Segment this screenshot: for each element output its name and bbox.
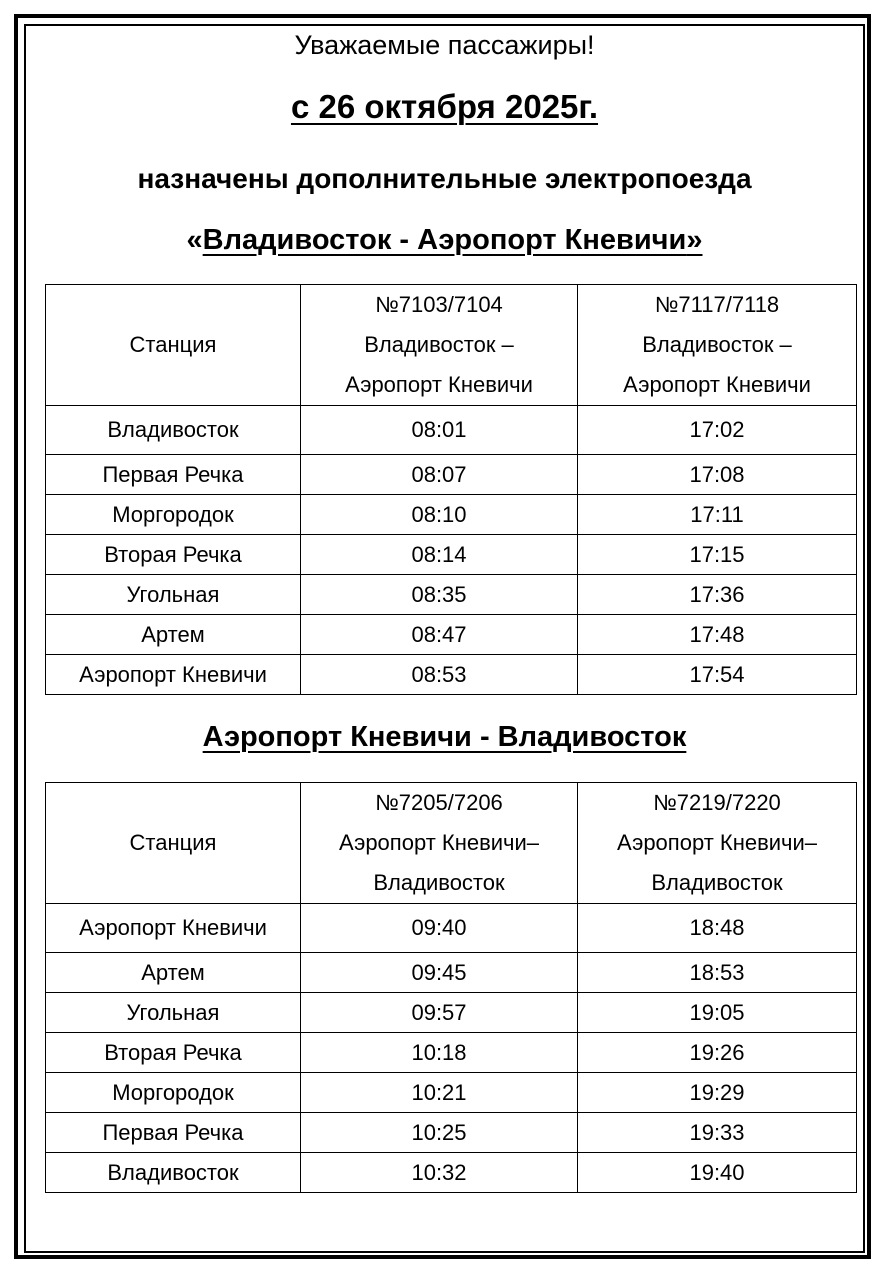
table-header-row — [46, 783, 857, 904]
time-cell: 09:45 — [301, 953, 578, 993]
time-cell: 17:08 — [578, 455, 857, 495]
table-header-row — [46, 285, 857, 406]
time-cell: 19:29 — [578, 1073, 857, 1113]
time-cell: 17:54 — [578, 655, 857, 695]
time-cell: 10:18 — [301, 1033, 578, 1073]
schedule-table-airport-vladivostok — [45, 782, 857, 1193]
route1-title — [0, 224, 889, 257]
table-row — [46, 495, 857, 535]
train-number: №7117/7118 — [654, 292, 780, 317]
train-route-line1: Аэропорт Кневичи– — [616, 830, 818, 855]
table-row — [46, 655, 857, 695]
time-cell: 18:53 — [578, 953, 857, 993]
table-row — [46, 1113, 857, 1153]
time-cell: 08:53 — [301, 655, 578, 695]
table-row — [46, 953, 857, 993]
train-header — [578, 285, 857, 406]
table-row — [46, 904, 857, 953]
effective-date-text: с 26 октября 2025г. — [290, 88, 599, 125]
table-row — [46, 575, 857, 615]
table-row — [46, 535, 857, 575]
notice-message: назначены дополнительные электропоезда — [137, 163, 752, 194]
table-row — [46, 1153, 857, 1193]
time-cell: 18:48 — [578, 904, 857, 953]
station-cell: Артем — [46, 615, 301, 655]
train-route-line2: Аэропорт Кневичи — [345, 372, 533, 397]
station-cell: Угольная — [46, 575, 301, 615]
time-cell: 08:14 — [301, 535, 578, 575]
station-header: Станция — [46, 285, 301, 406]
table-row — [46, 455, 857, 495]
station-cell: Владивосток — [46, 1153, 301, 1193]
station-cell: Моргородок — [46, 495, 301, 535]
time-cell: 19:40 — [578, 1153, 857, 1193]
time-cell: 17:02 — [578, 406, 857, 455]
time-cell: 17:11 — [578, 495, 857, 535]
train-route-line1: Владивосток – — [364, 332, 514, 357]
station-cell: Первая Речка — [46, 455, 301, 495]
route1-title-text: Владивосток - Аэропорт Кневичи — [202, 224, 687, 256]
train-route-line2: Владивосток — [651, 870, 783, 895]
train-route-line2: Владивосток — [373, 870, 505, 895]
schedule-table-vladivostok-airport — [45, 284, 857, 695]
table-row — [46, 1073, 857, 1113]
time-cell: 17:48 — [578, 615, 857, 655]
station-cell: Моргородок — [46, 1073, 301, 1113]
time-cell: 08:01 — [301, 406, 578, 455]
table-row — [46, 615, 857, 655]
time-cell: 17:15 — [578, 535, 857, 575]
train-header — [301, 783, 578, 904]
time-cell: 09:57 — [301, 993, 578, 1033]
station-cell: Аэропорт Кневичи — [46, 904, 301, 953]
time-cell: 09:40 — [301, 904, 578, 953]
route1-quote-close: » — [686, 224, 703, 256]
route2-title — [0, 721, 889, 754]
route2-title-text: Аэропорт Кневичи - Владивосток — [202, 721, 687, 753]
time-cell: 19:33 — [578, 1113, 857, 1153]
time-cell: 10:21 — [301, 1073, 578, 1113]
time-cell: 10:32 — [301, 1153, 578, 1193]
station-cell: Угольная — [46, 993, 301, 1033]
station-cell: Вторая Речка — [46, 535, 301, 575]
time-cell: 10:25 — [301, 1113, 578, 1153]
station-cell: Аэропорт Кневичи — [46, 655, 301, 695]
station-cell: Артем — [46, 953, 301, 993]
table-row — [46, 993, 857, 1033]
train-header — [301, 285, 578, 406]
time-cell: 08:47 — [301, 615, 578, 655]
table-row — [46, 1033, 857, 1073]
train-number: №7219/7220 — [653, 790, 781, 815]
time-cell: 19:26 — [578, 1033, 857, 1073]
time-cell: 08:35 — [301, 575, 578, 615]
route1-quote-open: « — [186, 224, 203, 256]
train-route-line2: Аэропорт Кневичи — [623, 372, 811, 397]
effective-date — [0, 88, 889, 126]
train-number: №7205/7206 — [375, 790, 503, 815]
train-route-line1: Владивосток – — [642, 332, 792, 357]
train-number: №7103/7104 — [375, 292, 503, 317]
station-header: Станция — [46, 783, 301, 904]
time-cell: 08:10 — [301, 495, 578, 535]
station-cell: Вторая Речка — [46, 1033, 301, 1073]
time-cell: 19:05 — [578, 993, 857, 1033]
train-route-line1: Аэропорт Кневичи– — [338, 830, 540, 855]
station-cell: Первая Речка — [46, 1113, 301, 1153]
greeting-text: Уважаемые пассажиры! — [294, 30, 595, 60]
table-row — [46, 406, 857, 455]
train-header — [578, 783, 857, 904]
time-cell: 08:07 — [301, 455, 578, 495]
station-cell: Владивосток — [46, 406, 301, 455]
time-cell: 17:36 — [578, 575, 857, 615]
